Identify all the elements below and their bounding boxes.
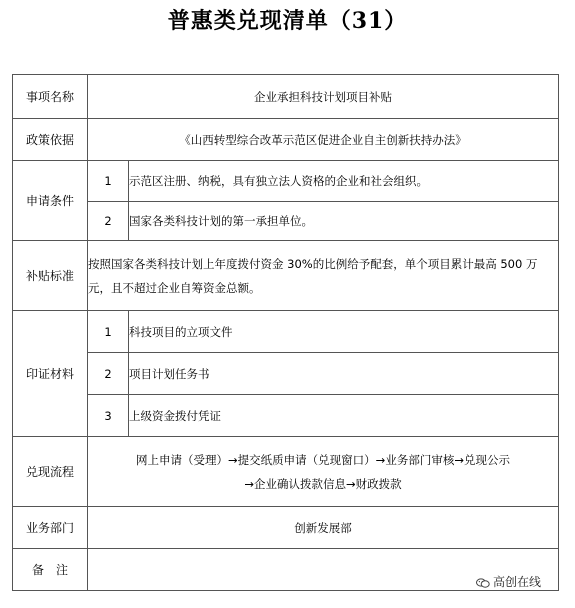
remarks-label: 备 注 <box>13 549 88 591</box>
row-condition-2 <box>13 202 559 241</box>
material-3-text: 上级资金拨付凭证 <box>129 395 559 437</box>
policy-value: 《山西转型综合改革示范区促进企业自主创新扶持办法》 <box>88 119 559 161</box>
materials-label: 印证材料 <box>13 311 88 437</box>
department-value: 创新发展部 <box>88 507 559 549</box>
material-3-number: 3 <box>88 395 129 437</box>
watermark-text: 高创在线 <box>493 575 542 589</box>
row-condition-1 <box>13 161 559 202</box>
material-1-number: 1 <box>88 311 129 353</box>
process-line-2: →企业确认拨款信息→财政拨款 <box>244 476 402 491</box>
material-2-number: 2 <box>88 353 129 395</box>
row-standard <box>13 241 559 311</box>
condition-2-text: 国家各类科技计划的第一承担单位。 <box>129 202 559 241</box>
department-label: 业务部门 <box>13 507 88 549</box>
row-material-3 <box>13 395 559 437</box>
material-2-text: 项目计划任务书 <box>129 353 559 395</box>
standard-value: 按照国家各类科技计划上年度拨付资金 30%的比例给予配套，单个项目累计最高 500 万元，且不超过企业自筹资金总额。 <box>88 241 559 311</box>
row-department <box>13 507 559 549</box>
wechat-icon <box>476 577 490 587</box>
row-item-name <box>13 75 559 119</box>
row-material-2 <box>13 353 559 395</box>
material-1-text: 科技项目的立项文件 <box>129 311 559 353</box>
process-value <box>88 437 559 507</box>
standard-label: 补贴标准 <box>13 241 88 311</box>
redemption-list-table <box>12 74 559 591</box>
watermark <box>476 573 541 590</box>
condition-2-number: 2 <box>88 202 129 241</box>
row-process <box>13 437 559 507</box>
page-title: 普惠类兑现清单（31） <box>167 8 408 34</box>
condition-1-number: 1 <box>88 161 129 202</box>
condition-1-text: 示范区注册、纳税，具有独立法人资格的企业和社会组织。 <box>129 161 559 202</box>
item-name-value: 企业承担科技计划项目补贴 <box>88 75 559 119</box>
conditions-label: 申请条件 <box>13 161 88 241</box>
item-name-label: 事项名称 <box>13 75 88 119</box>
policy-label: 政策依据 <box>13 119 88 161</box>
process-label: 兑现流程 <box>13 437 88 507</box>
process-line-1: 网上申请（受理）→提交纸质申请（兑现窗口）→业务部门审核→兑现公示 <box>136 452 510 467</box>
row-policy <box>13 119 559 161</box>
row-material-1 <box>13 311 559 353</box>
